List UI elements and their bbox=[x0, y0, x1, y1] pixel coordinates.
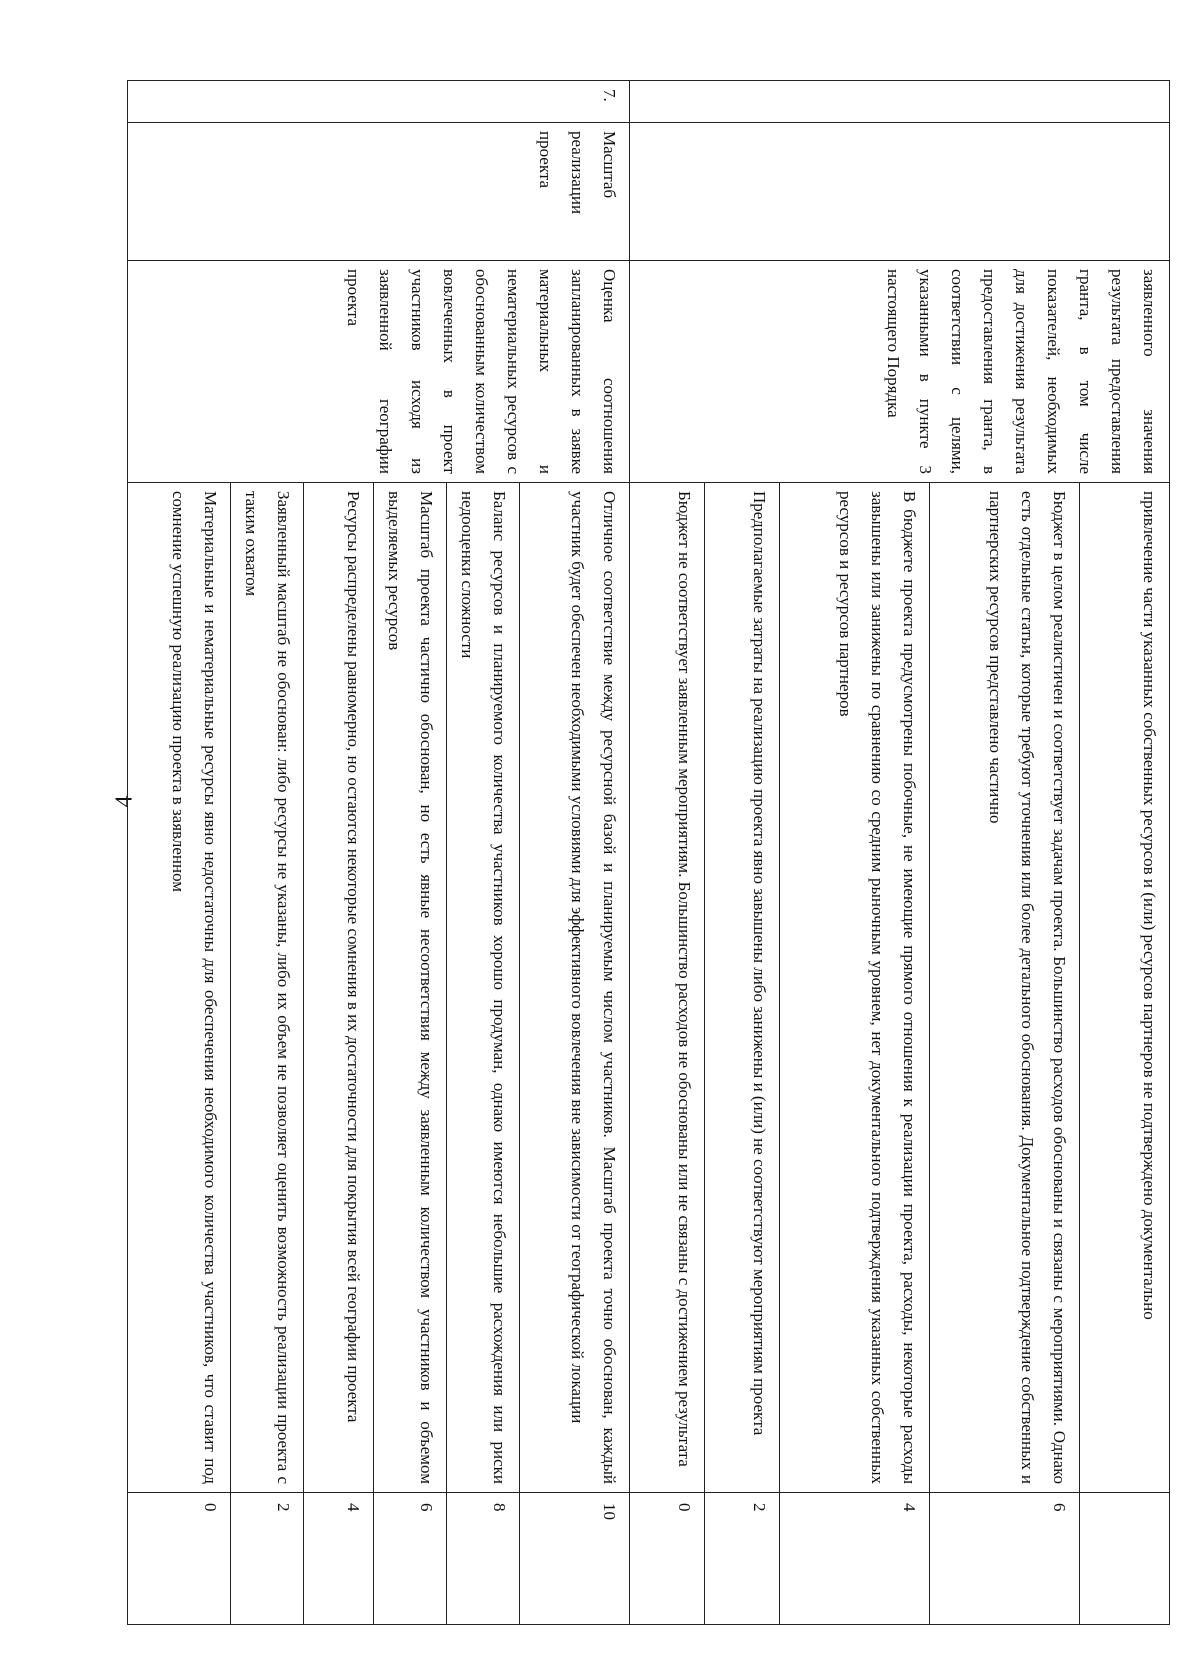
criterion-name bbox=[630, 123, 1170, 261]
score-description: Материальные и нематериальные ресурсы явно недостаточны для обеспечения необходимого количества участников, что ставит под сомнение успешную реализацию проекта в заявленном bbox=[128, 483, 231, 1493]
score-value: 2 bbox=[231, 1493, 304, 1625]
criterion-description: Оценка соотношения запланированных в заявке материальных и нематериальных ресурсов с обоснованным количеством вовлеченных в проект участников исходя из заявленной географии проекта bbox=[128, 261, 630, 483]
table-row bbox=[1080, 81, 1170, 1625]
table-row bbox=[520, 81, 630, 1625]
score-value: 6 bbox=[374, 1493, 447, 1625]
score-value: 4 bbox=[780, 1493, 930, 1625]
score-value: 8 bbox=[447, 1493, 520, 1625]
criterion-description: заявленного значения результата предоставления гранта, в том числе показателей, необходимых для достижения результата предоставления гранта, в соответствии с целями, указанными в пункте 3 настоящего Порядка bbox=[630, 261, 1170, 483]
score-value: 0 bbox=[128, 1493, 231, 1625]
score-value: 2 bbox=[705, 1493, 780, 1625]
rotated-page bbox=[127, 80, 1170, 1624]
page-number: 4 bbox=[111, 795, 138, 808]
row-number bbox=[630, 81, 1170, 123]
criterion-name: Масштаб реализации проекта bbox=[128, 123, 630, 261]
score-description: Ресурсы распределены равномерно, но остаются некоторые сомнения в их достаточности для покрытия всей географии проекта bbox=[304, 483, 374, 1493]
score-value bbox=[1080, 1493, 1170, 1625]
score-description: Предполагаемые затраты на реализацию проекта явно завышены либо занижены и (или) не соответствуют мероприятиям проекта bbox=[705, 483, 780, 1493]
score-value: 6 bbox=[930, 1493, 1080, 1625]
score-description: Масштаб проекта частично обоснован, но есть явные несоответствия между заявленным количеством участников и объемом выделяемых ресурсов bbox=[374, 483, 447, 1493]
score-description: привлечение части указанных собственных ресурсов и (или) ресурсов партнеров не подтверждено документально bbox=[1080, 483, 1170, 1493]
score-description: Заявленный масштаб не обоснован: либо ресурсы не указаны, либо их объем не позволяет оценить возможность реализации проекта с таким охватом bbox=[231, 483, 304, 1493]
score-description: Баланс ресурсов и планируемого количества участников хорошо продуман, однако имеются небольшие расхождения или риски недооценки сложности bbox=[447, 483, 520, 1493]
score-value: 10 bbox=[520, 1493, 630, 1625]
score-value: 0 bbox=[630, 1493, 705, 1625]
score-description: Отличное соответствие между ресурсной базой и планируемым числом участников. Масштаб проекта точно обоснован, каждый участник будет обеспечен необходимыми условиями для эффективного вовлечения вне зависимости от географической локации bbox=[520, 483, 630, 1493]
score-description: В бюджете проекта предусмотрены побочные, не имеющие прямого отношения к реализации проекта, расходы, некоторые расходы завышены или занижены по сравнению со средним рыночным уровнем, нет документального подтверждения указанных собственных ресурсов и ресурсов партнеров bbox=[780, 483, 930, 1493]
score-description: Бюджет не соответствует заявленным мероприятиям. Большинство расходов не обоснованы или не связаны с достижением результата bbox=[630, 483, 705, 1493]
criteria-table bbox=[127, 80, 1170, 1625]
score-description: Бюджет в целом реалистичен и соответствует задачам проекта. Большинство расходов обоснованы и связаны с мероприятиями. Однако есть отдельные статьи, которые требуют уточнения или более детального обоснования. Документальное подтверждение собственных и партнерских ресурсов представлено частично bbox=[930, 483, 1080, 1493]
row-number: 7. bbox=[128, 81, 630, 123]
score-value: 4 bbox=[304, 1493, 374, 1625]
